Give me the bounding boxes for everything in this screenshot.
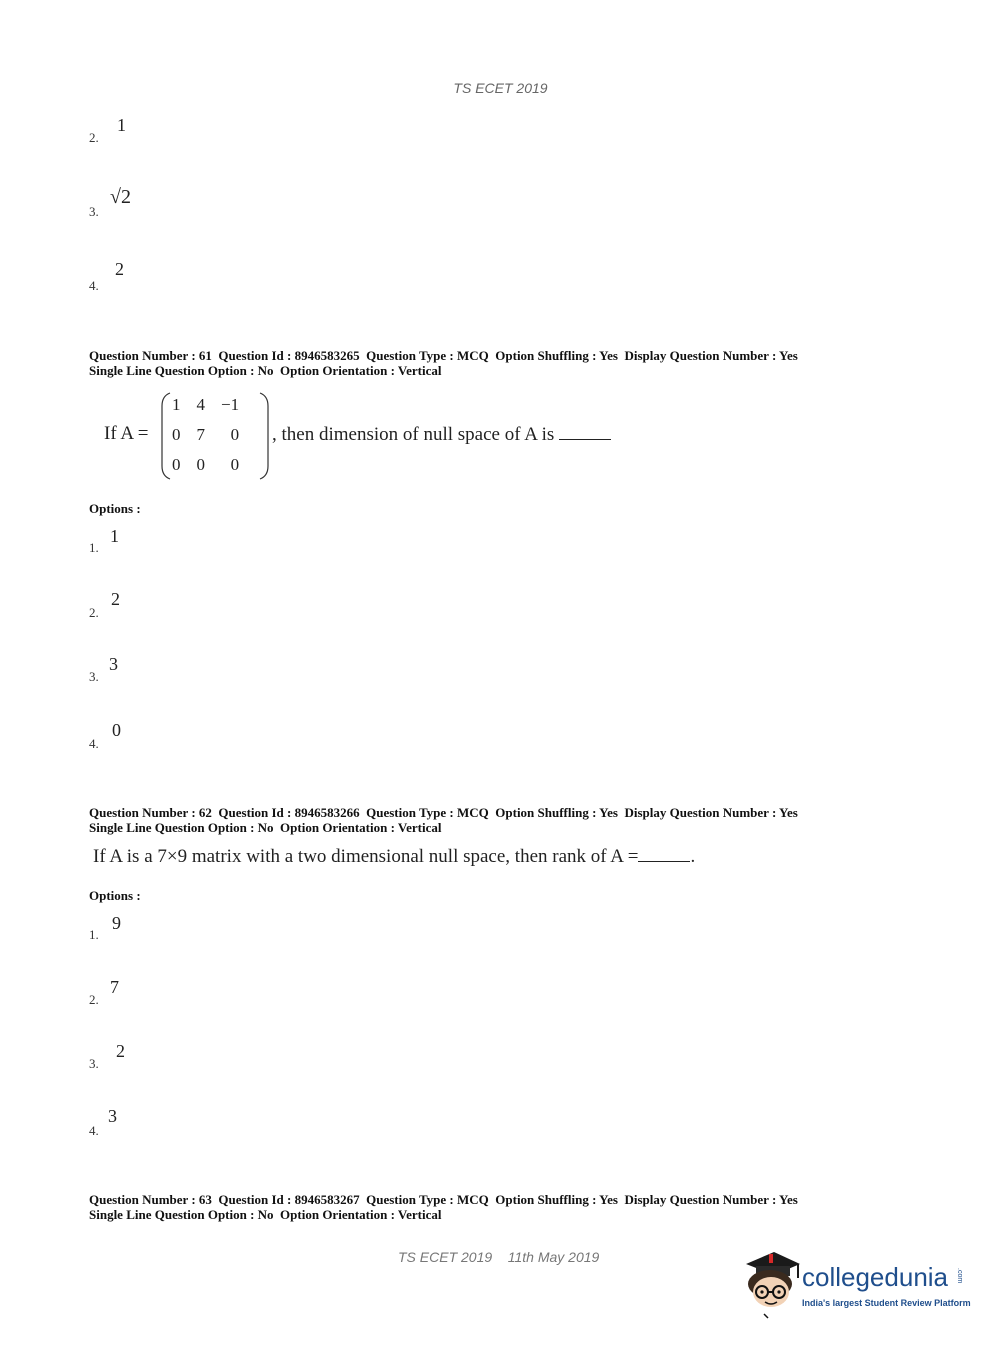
question-meta-line2: Single Line Question Option : No Option Orientation : Vertical (89, 1207, 442, 1222)
option-number: 2. (89, 605, 99, 620)
footer-date: 11th May 2019 (507, 1249, 600, 1265)
matrix-cell: 0 (196, 455, 205, 474)
option-number: 1. (89, 540, 99, 555)
option-value: √2 (110, 186, 131, 208)
question-text (93, 846, 695, 868)
option-value: 0 (112, 720, 121, 740)
logo-brand: collegedunia (802, 1262, 949, 1292)
footer-exam: TS ECET 2019 (398, 1249, 493, 1265)
matrix-cell: 0 (230, 425, 240, 444)
logo-tagline: India's largest Student Review Platform (802, 1298, 971, 1308)
logo-suffix: .com (956, 1268, 963, 1284)
option-value: 1 (110, 526, 119, 546)
matrix-cell: 1 (172, 395, 181, 414)
option-number: 4. (89, 736, 99, 751)
answer-blank (559, 438, 611, 440)
matrix-row (164, 450, 247, 480)
option-number: 1. (89, 927, 99, 942)
option-value: 3 (108, 1106, 117, 1126)
option-number: 3. (89, 1056, 99, 1071)
options-label: Options : (89, 501, 141, 516)
option-value: 2 (116, 1041, 125, 1061)
option-number: 3. (89, 669, 99, 684)
option-number: 3. (89, 204, 99, 219)
question-meta-line1: Question Number : 63 Question Id : 8946583267 Question Type : MCQ Option Shuffling : Yes Display Question Number : Yes (89, 1192, 798, 1207)
matrix-row (164, 420, 247, 450)
option-value: 1 (117, 115, 126, 135)
question-text-end: . (690, 846, 696, 867)
question-text: , then dimension of null space of A is (272, 424, 555, 445)
matrix-cell: 4 (196, 395, 205, 414)
answer-blank (638, 860, 690, 862)
matrix-grid (164, 390, 247, 480)
question-meta-line1: Question Number : 61 Question Id : 8946583265 Question Type : MCQ Option Shuffling : Yes Display Question Number : Yes (89, 348, 798, 363)
matrix-row (164, 390, 247, 420)
option-value: 7 (110, 977, 119, 997)
matrix-cell: 0 (172, 425, 181, 444)
page-footer (398, 1249, 599, 1265)
option-number: 2. (89, 130, 99, 145)
question-text-suffix (272, 424, 611, 446)
option-value: 2 (115, 259, 124, 279)
options-label: Options : (89, 888, 141, 903)
matrix-cell: 7 (196, 425, 205, 444)
question-text-body: If A is a 7×9 matrix with a two dimensional null space, then rank of A = (93, 846, 639, 867)
option-number: 2. (89, 992, 99, 1007)
matrix-cell: −1 (221, 395, 240, 414)
option-value: 9 (112, 913, 121, 933)
page-header: TS ECET 2019 (453, 80, 548, 96)
question-meta-line2: Single Line Question Option : No Option Orientation : Vertical (89, 820, 442, 835)
matrix-cell: 0 (172, 455, 181, 474)
question-text-prefix: If A = (104, 423, 149, 444)
option-number: 4. (89, 1123, 99, 1138)
matrix-cell: 0 (230, 455, 240, 474)
mascot-icon (740, 1248, 802, 1320)
question-meta-line2: Single Line Question Option : No Option Orientation : Vertical (89, 363, 442, 378)
collegedunia-logo (740, 1248, 980, 1320)
option-value: 2 (111, 589, 120, 609)
option-value: 3 (109, 654, 118, 674)
option-number: 4. (89, 278, 99, 293)
question-meta-line1: Question Number : 62 Question Id : 8946583266 Question Type : MCQ Option Shuffling : Yes Display Question Number : Yes (89, 805, 798, 820)
